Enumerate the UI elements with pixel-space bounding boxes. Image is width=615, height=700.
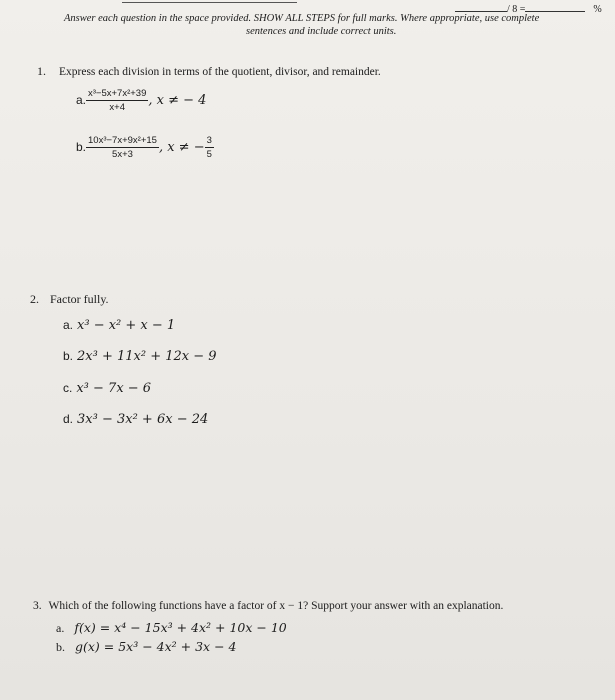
question-2a-expression: x³ − x² + x − 1 bbox=[77, 318, 176, 333]
header-rule bbox=[122, 2, 297, 3]
question-1b-condition-denominator: 5 bbox=[206, 149, 212, 160]
question-2a-label: a. bbox=[63, 318, 74, 332]
instructions-line-1: Answer each question in the space provided. SHOW ALL STEPS for full marks. Where appropriate, use complete bbox=[64, 13, 540, 24]
question-1a-denominator: x+4 bbox=[109, 102, 125, 113]
question-1b-label: b. bbox=[76, 140, 87, 155]
question-2d-expression: 3x³ − 3x² + 6x − 24 bbox=[77, 412, 209, 427]
question-3-prompt: Which of the following functions have a factor of x − 1? Support your answer with an explanation. bbox=[48, 600, 504, 612]
instructions-line-2: sentences and include correct units. bbox=[246, 26, 397, 37]
question-1b-condition: , x ≠ − bbox=[158, 140, 205, 156]
question-2-prompt: Factor fully. bbox=[50, 292, 109, 306]
question-3-number: 3. bbox=[33, 600, 42, 612]
question-2d-label: d. bbox=[63, 412, 74, 426]
question-1a-fraction bbox=[86, 88, 148, 113]
question-3a bbox=[56, 619, 287, 637]
question-1-prompt: Express each division in terms of the quotient, divisor, and remainder. bbox=[59, 66, 381, 78]
question-2b-expression: 2x³ + 11x² + 12x − 9 bbox=[77, 349, 217, 364]
question-3b bbox=[56, 638, 236, 656]
question-1b-condition-numerator: 3 bbox=[206, 135, 212, 146]
question-1 bbox=[37, 64, 381, 79]
question-1b-numerator: 10x³−7x+9x²+15 bbox=[88, 135, 157, 146]
score-blank bbox=[455, 11, 507, 12]
question-1b-condition-fraction bbox=[205, 135, 214, 160]
percent-sign: % bbox=[593, 4, 602, 15]
question-1a-label: a. bbox=[76, 93, 87, 108]
question-1a bbox=[76, 88, 206, 113]
question-3b-label: b. bbox=[56, 640, 65, 654]
question-3a-expression: f(x) = x⁴ − 15x³ + 4x² + 10x − 10 bbox=[74, 620, 287, 635]
question-1b bbox=[76, 135, 214, 160]
question-3b-expression: g(x) = 5x³ − 4x² + 3x − 4 bbox=[75, 639, 237, 654]
question-3a-label: a. bbox=[56, 621, 65, 635]
question-2 bbox=[30, 292, 109, 307]
question-2a bbox=[63, 316, 175, 334]
score-text: / 8 = bbox=[507, 4, 526, 15]
question-2d bbox=[63, 410, 208, 428]
question-1b-fraction bbox=[86, 135, 159, 160]
question-2b-label: b. bbox=[63, 349, 74, 363]
percent-blank bbox=[525, 11, 585, 12]
question-2-number: 2. bbox=[30, 292, 39, 306]
question-2c-expression: x³ − 7x − 6 bbox=[76, 381, 152, 396]
question-2b bbox=[63, 347, 217, 365]
question-1a-numerator: x³−5x+7x²+39 bbox=[88, 88, 147, 99]
question-2c bbox=[63, 379, 151, 397]
question-3 bbox=[33, 600, 503, 612]
question-1-number: 1. bbox=[37, 64, 46, 78]
question-2c-label: c. bbox=[63, 381, 73, 395]
question-1b-denominator: 5x+3 bbox=[112, 149, 133, 160]
question-1a-condition: , x ≠ − 4 bbox=[148, 93, 207, 109]
